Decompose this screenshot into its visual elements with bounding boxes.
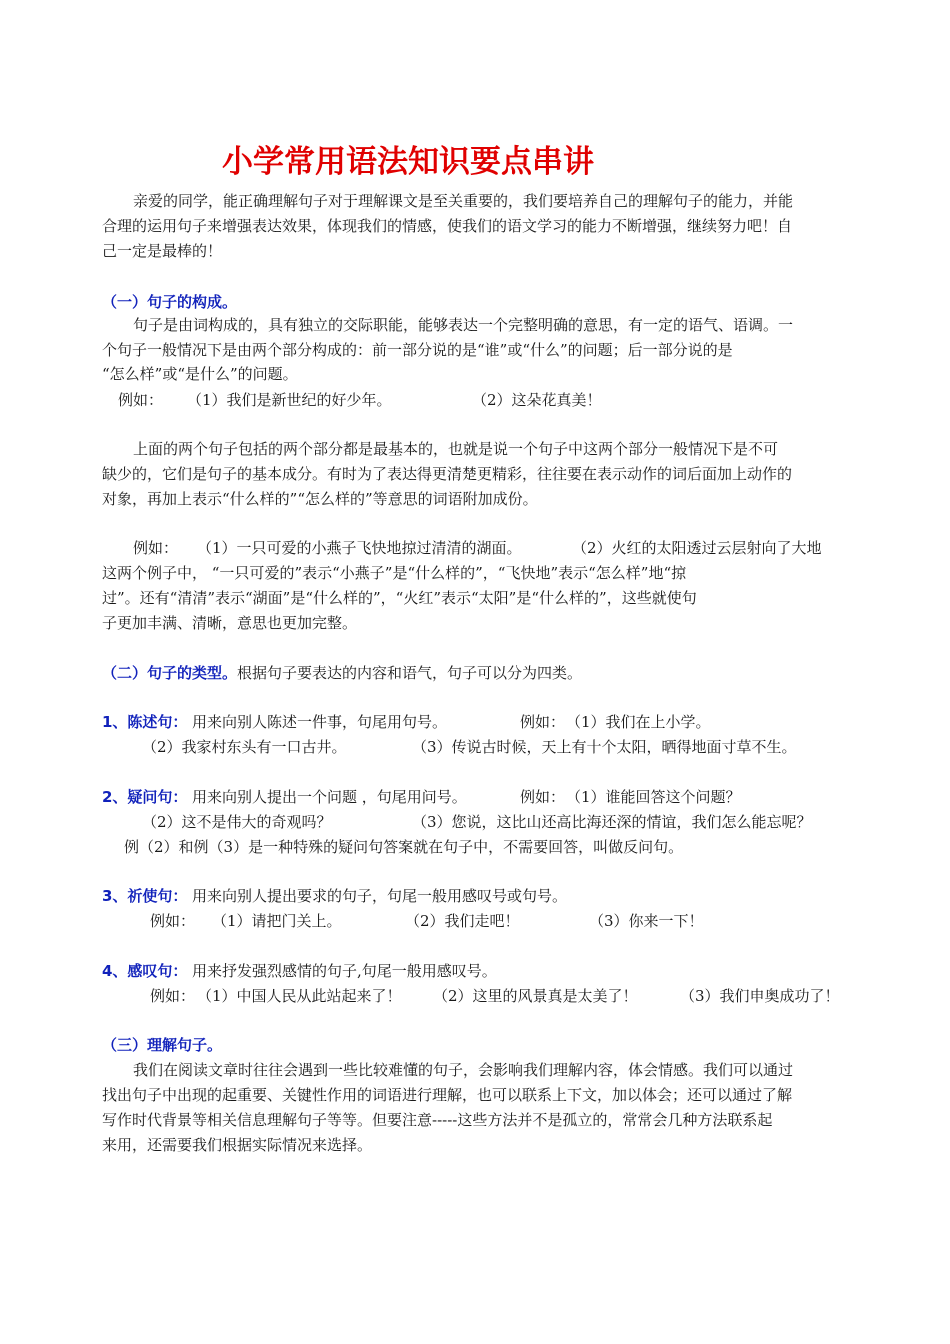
paragraph-line: 过”。还有“清清”表示“湖面”是“什么样的”，“火红”表示“太阳”是“什么样的”，这些就使句 [102, 589, 697, 607]
section-heading-line [102, 663, 582, 683]
type-label-exclamatory: 4、感叹句： [102, 962, 188, 980]
type-definition: 用来抒发强烈感情的句子,句尾一般用感叹号。 [192, 962, 497, 980]
section-heading-types: （二）句子的类型。 [102, 664, 238, 682]
example-item: （2）这里的风景真是太美了！ [433, 987, 638, 1005]
page-title: 小学常用语法知识要点串讲 [222, 144, 594, 180]
example-label: 例如： [520, 788, 566, 806]
example-item: （1）谁能回答这个问题？ [566, 788, 741, 806]
type-label-imperative: 3、祈使句： [102, 887, 188, 905]
paragraph-line: 个句子一般情况下是由两个部分构成的：前一部分说的是“谁”或“什么”的问题；后一部分说的是 [102, 341, 733, 359]
section-heading-rest: 根据句子要表达的内容和语气，句子可以分为四类。 [237, 664, 583, 682]
type-definition: 用来向别人提出要求的句子，句尾一般用感叹号或句号。 [192, 887, 568, 905]
paragraph-line: 写作时代背景等相关信息理解句子等等。但要注意-----这些方法并不是孤立的，常常会几种方法联系起 [102, 1111, 773, 1129]
example-item: （3）传说古时候，天上有十个太阳，晒得地面寸草不生。 [412, 738, 797, 756]
example-item: （1）我们在上小学。 [566, 713, 711, 731]
paragraph-line: 找出句子中出现的起重要、关键性作用的词语进行理解，也可以联系上下文，加以体会；还可以通过了解 [102, 1086, 793, 1104]
example-item: （2）火红的太阳透过云层射向了大地 [572, 539, 822, 557]
example-item: （1）一只可爱的小燕子飞快地掠过清清的湖面。 [197, 539, 522, 557]
paragraph-line: 缺少的，它们是句子的基本成分。有时为了表达得更清楚更精彩，往往要在表示动作的词后面加上动作的 [102, 465, 793, 483]
paragraph-line: 对象，再加上表示“什么样的”“怎么样的”等意思的词语附加成份。 [102, 490, 538, 508]
paragraph-line: “怎么样”或“是什么”的问题。 [102, 365, 298, 383]
paragraph-line: 子更加丰满、清晰，意思也更加完整。 [102, 614, 358, 632]
type-definition: 用来向别人陈述一件事，句尾用句号。 [192, 713, 448, 731]
section-heading-understanding: （三）理解句子。 [102, 1036, 223, 1054]
example-item: （3）您说，这比山还高比海还深的情谊，我们怎么能忘呢？ [412, 813, 812, 831]
example-label: 例如： [150, 987, 196, 1005]
intro-line: 亲爱的同学，能正确理解句子对于理解课文是至关重要的，我们要培养自己的理解句子的能力，并能 [133, 192, 794, 210]
example-item: （2）这朵花真美！ [472, 391, 602, 409]
paragraph-line: 我们在阅读文章时往往会遇到一些比较难懂的句子，会影响我们理解内容，体会情感。我们可以通过 [133, 1061, 794, 1079]
section-heading-composition: （一）句子的构成。 [102, 293, 238, 311]
example-item: （3）我们申奥成功了！ [680, 987, 840, 1005]
paragraph-line: 上面的两个句子包括的两个部分都是最基本的，也就是说一个句子中这两个部分一般情况下是不可 [133, 440, 779, 458]
example-label: 例如： [133, 539, 179, 557]
example-item: （2）这不是伟大的奇观吗？ [142, 813, 332, 831]
type-note: 例（2）和例（3）是一种特殊的疑问句答案就在句子中，不需要回答，叫做反问句。 [124, 838, 684, 856]
example-label: 例如： [150, 912, 196, 930]
example-label: 例如： [118, 391, 164, 409]
type-label-interrogative: 2、疑问句： [102, 788, 188, 806]
paragraph-line: 来用，还需要我们根据实际情况来选择。 [102, 1136, 373, 1154]
paragraph-line: 这两个例子中， “一只可爱的”表示“小燕子”是“什么样的”，“飞快地”表示“怎么样”地“掠 [102, 564, 687, 582]
example-item: （2）我们走吧！ [405, 912, 520, 930]
example-item: （2）我家村东头有一口古井。 [142, 738, 347, 756]
intro-line: 己一定是最棒的！ [102, 242, 223, 260]
type-definition: 用来向别人提出一个问题 ，句尾用问号。 [192, 788, 467, 806]
type-label-declarative: 1、陈述句： [102, 713, 188, 731]
example-label: 例如： [520, 713, 566, 731]
intro-line: 合理的运用句子来增强表达效果，体现我们的情感，使我们的语文学习的能力不断增强，继续努力吧！自 [102, 217, 793, 235]
example-item: （1）中国人民从此站起来了！ [197, 987, 402, 1005]
example-item: （1）请把门关上。 [212, 912, 342, 930]
paragraph-line: 句子是由词构成的，具有独立的交际职能，能够表达一个完整明确的意思，有一定的语气、语调。一 [133, 316, 794, 334]
example-item: （3）你来一下！ [589, 912, 704, 930]
example-item: （1）我们是新世纪的好少年。 [187, 391, 392, 409]
